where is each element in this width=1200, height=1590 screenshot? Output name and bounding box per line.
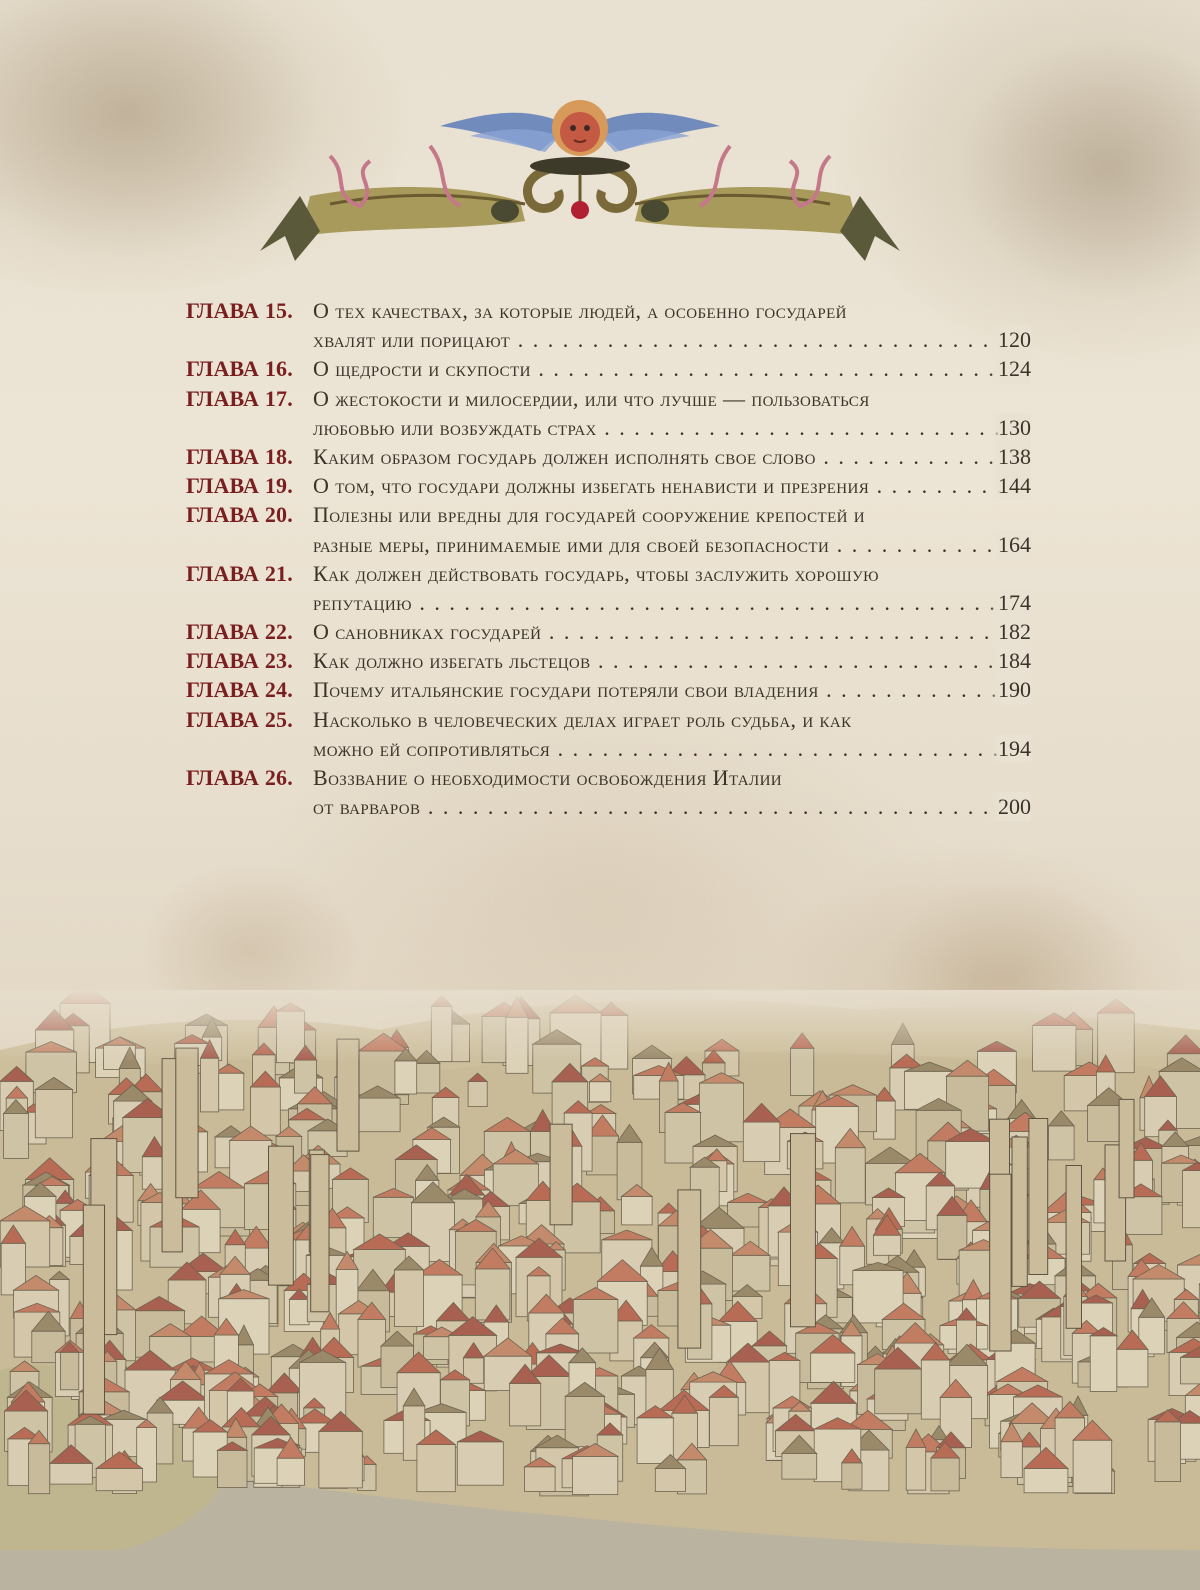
page-number: 130: [990, 413, 1031, 442]
toc-entry: [186, 559, 1031, 588]
toc-entry: [186, 705, 1031, 734]
city-woodcut-illustration: [0, 990, 1200, 1590]
page-number: 194: [990, 734, 1031, 763]
chapter-title: Каким образом государь должен исполнять свое слово . . .: [313, 442, 1031, 471]
chapter-number: ГЛАВА 25.: [186, 706, 293, 732]
chapter-title: О сановниках государей . . .: [313, 617, 1031, 646]
toc-entry: [186, 471, 1031, 500]
toc-entry: [186, 384, 1031, 413]
toc-entry: [186, 296, 1031, 325]
chapter-title-continuation: можно ей сопротивляться . . .: [313, 734, 1031, 763]
page-number: 184: [990, 646, 1031, 675]
toc-entry-continuation: [186, 413, 1031, 442]
chapter-number: ГЛАВА 15.: [186, 298, 293, 323]
chapter-title: Воззвание о необходимости освобождения Италии: [313, 765, 783, 790]
chapter-title-continuation: хвалят или порицают . . .: [313, 325, 1031, 354]
toc-entry-continuation: [186, 325, 1031, 354]
page-number: 174: [990, 588, 1031, 617]
chapter-title: Полезны или вредны для государей сооружение крепостей и: [313, 502, 865, 528]
chapter-number: ГЛАВА 21.: [186, 560, 293, 586]
chapter-number: ГЛАВА 17.: [186, 385, 293, 411]
chapter-number: ГЛАВА 19.: [186, 473, 293, 499]
toc-entry: [186, 354, 1031, 383]
chapter-number: ГЛАВА 22.: [186, 619, 293, 645]
cherub-ornament: [240, 86, 920, 266]
toc-entry: [186, 675, 1031, 704]
page-number: 164: [990, 530, 1031, 559]
chapter-title-continuation: репутацию . . .: [313, 588, 1031, 617]
chapter-title: О том, что государи должны избегать ненависти и презрения . . .: [313, 471, 1031, 500]
toc-entry: [186, 763, 1031, 792]
chapter-title: О щедрости и скупости . . .: [313, 354, 1031, 383]
chapter-title: О жестокости и милосердии, или что лучше — пользоваться: [313, 385, 870, 411]
chapter-title-continuation: разные меры, принимаемые ими для своей безопасности . . .: [313, 530, 1031, 559]
chapter-number: ГЛАВА 20.: [186, 502, 293, 528]
chapter-title: Почему итальянские государи потеряли свои владения . . .: [313, 675, 1031, 704]
page-number: 182: [990, 617, 1031, 646]
chapter-title: О тех качествах, за которые людей, а особенно государей: [313, 298, 847, 323]
chapter-title: Как должно избегать льстецов . . .: [313, 646, 1031, 675]
chapter-title-continuation: любовью или возбуждать страх . . .: [313, 413, 1031, 442]
chapter-title-continuation: от варваров . . .: [313, 792, 1031, 821]
toc-entry: [186, 500, 1031, 529]
page-number: 190: [990, 675, 1031, 704]
toc-entry: [186, 442, 1031, 471]
chapter-title: Как должен действовать государь, чтобы заслужить хорошую: [313, 560, 879, 586]
toc-entry: [186, 617, 1031, 646]
toc-entry-continuation: [186, 734, 1031, 763]
toc-entry: [186, 646, 1031, 675]
chapter-number: ГЛАВА 18.: [186, 443, 293, 469]
chapter-number: ГЛАВА 26.: [186, 765, 293, 790]
toc-entry-continuation: [186, 588, 1031, 617]
page-number: 138: [990, 442, 1031, 471]
page-number: 200: [990, 792, 1031, 821]
chapter-title: Насколько в человеческих делах играет роль судьба, и как: [313, 706, 852, 732]
chapter-number: ГЛАВА 16.: [186, 356, 293, 382]
chapter-number: ГЛАВА 23.: [186, 648, 293, 674]
page-number: 144: [990, 471, 1031, 500]
chapter-number: ГЛАВА 24.: [186, 677, 293, 703]
parchment-stain: [960, 40, 1200, 300]
page-number: 120: [990, 325, 1031, 354]
table-of-contents: [186, 296, 1031, 821]
page-number: 124: [990, 354, 1031, 383]
toc-entry-continuation: [186, 792, 1031, 821]
toc-entry-continuation: [186, 530, 1031, 559]
